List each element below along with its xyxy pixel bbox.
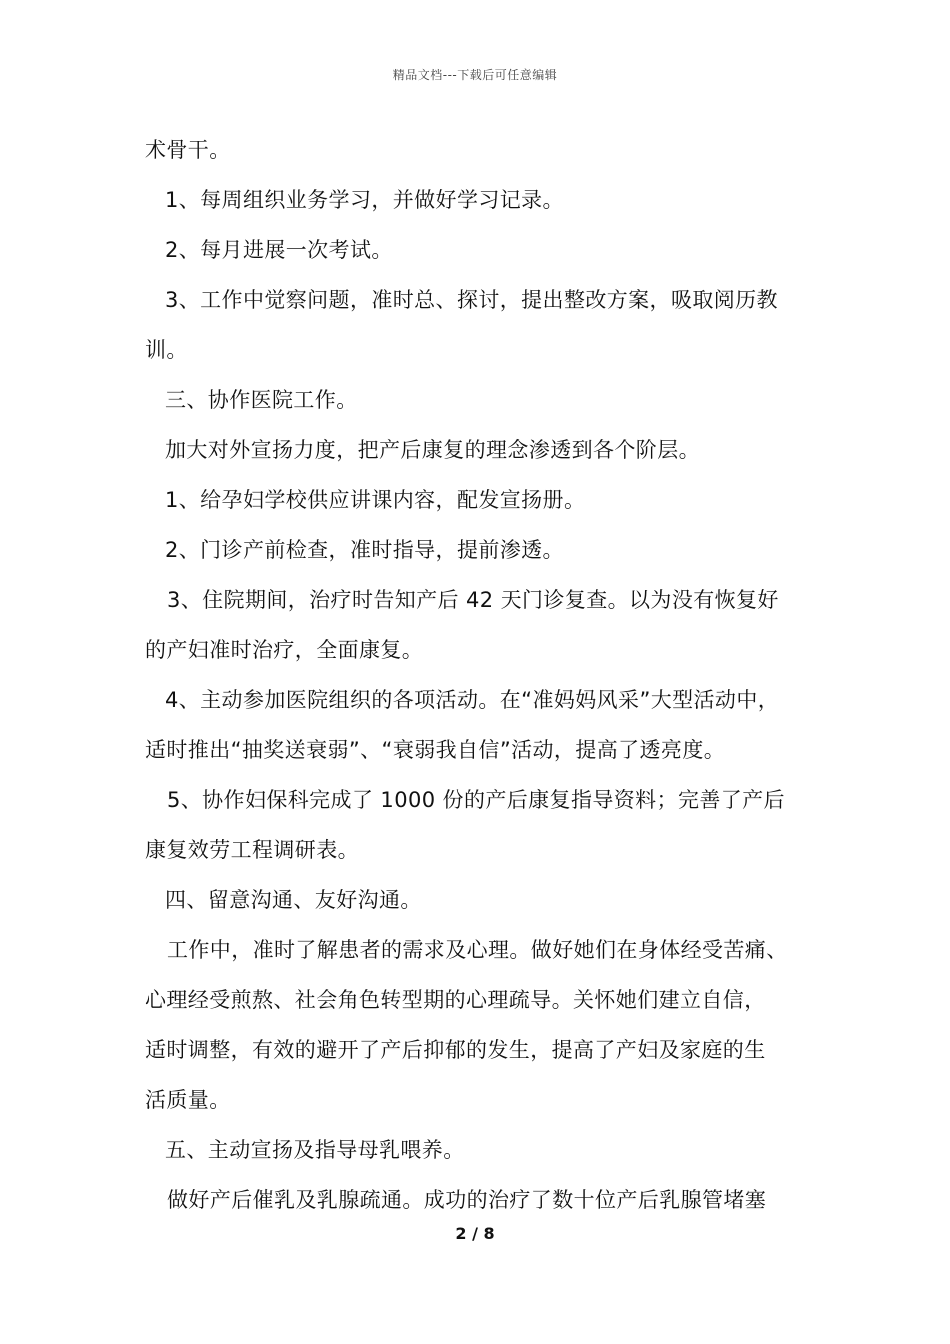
body-line: 训。 bbox=[145, 338, 188, 362]
body-line: 2、每月进展一次考试。 bbox=[165, 238, 393, 262]
page-header: 精品文档---下载后可任意编辑 bbox=[392, 68, 558, 82]
body-line: 4、主动参加医院组织的各项活动。在“准妈妈风采”大型活动中， bbox=[165, 688, 780, 712]
section-heading: 四、留意沟通、友好沟通。 bbox=[165, 888, 422, 912]
body-line: 1、每周组织业务学习，并做好学习记录。 bbox=[165, 188, 564, 212]
body-line: 适时调整，有效的避开了产后抑郁的发生，提高了产妇及家庭的生 bbox=[145, 1038, 766, 1062]
body-line: 术骨干。 bbox=[145, 138, 231, 162]
section-heading: 五、主动宣扬及指导母乳喂养。 bbox=[165, 1138, 465, 1162]
body-line: 心理经受煎熬、社会角色转型期的心理疏导。关怀她们建立自信， bbox=[145, 988, 766, 1012]
body-line: 1、给孕妇学校供应讲课内容，配发宣扬册。 bbox=[165, 488, 586, 512]
body-line: 活质量。 bbox=[145, 1088, 231, 1112]
body-line: 3、住院期间，治疗时告知产后 42 天门诊复查。以为没有恢复好 bbox=[167, 588, 779, 612]
page-number: 2 / 8 bbox=[455, 1224, 495, 1243]
body-line: 2、门诊产前检查，准时指导，提前渗透。 bbox=[165, 538, 564, 562]
body-line: 3、工作中觉察问题，准时总、探讨，提出整改方案，吸取阅历教 bbox=[165, 288, 778, 312]
body-line: 康复效劳工程调研表。 bbox=[145, 838, 359, 862]
body-line: 做好产后催乳及乳腺疏通。成功的治疗了数十位产后乳腺管堵塞 bbox=[167, 1188, 767, 1212]
body-line: 加大对外宣扬力度，把产后康复的理念渗透到各个阶层。 bbox=[165, 438, 700, 462]
section-heading: 三、协作医院工作。 bbox=[165, 388, 358, 412]
body-line: 的产妇准时治疗，全面康复。 bbox=[145, 638, 424, 662]
body-line: 适时推出“抽奖送衰弱”、“衰弱我自信”活动，提高了透亮度。 bbox=[145, 738, 726, 762]
body-line: 工作中，准时了解患者的需求及心理。做好她们在身体经受苦痛、 bbox=[167, 938, 788, 962]
body-line: 5、协作妇保科完成了 1000 份的产后康复指导资料；完善了产后 bbox=[167, 788, 785, 812]
